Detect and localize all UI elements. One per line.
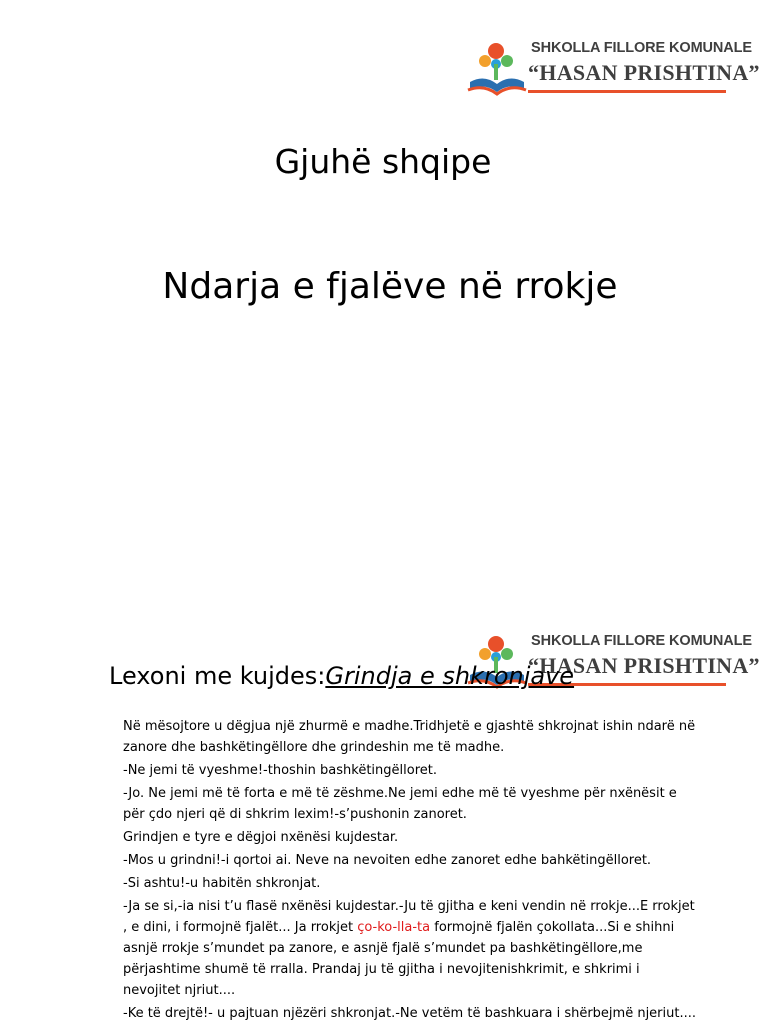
school-logo: [466, 40, 760, 102]
school-name-line2: “HASAN PRISHTINA”: [528, 653, 760, 678]
syllable-text-after: formojnë fjalën çokollata...Si e shihni asnjë rrokje s’mundet pa zanore, e asnjë fjalë s’mundet pa bashkëtingëllore,me përjashtime shumë të rralla. Prandaj ju të gjitha i nevojitenishkrimit, e shkrimi i nevojitet njriut....: [123, 920, 675, 998]
story-paragraph-6: -Si ashtu!-u habitën shkronjat.: [123, 876, 321, 891]
school-book-tree-icon: [466, 40, 530, 102]
syllable-example: ço-ko-lla-ta: [357, 920, 431, 935]
subject-title: Gjuhë shqipe: [274, 142, 492, 181]
school-name-line1: SHKOLLA FILLORE KOMUNALE: [531, 40, 752, 56]
logo-underline: [528, 90, 726, 93]
story-title: Grindja e shkronjave: [325, 662, 575, 690]
syllable-text-before: -Ja se si,-ia nisi t’u flasë nxënësi kujdestar.-Ju të gjitha e keni vendin në rrokje...E rrokjet , e dini, i formojnë fjalët... Ja rrokjet: [123, 899, 695, 935]
story-paragraph-3: -Jo. Ne jemi më të forta e më të zëshme.Ne jemi edhe më të vyeshme për nxënësit e për çdo njeri që di shkrim lexim!-s’pushonin zanoret.: [123, 786, 677, 822]
story-paragraph-syllables: [103, 896, 697, 1001]
school-name-line1: SHKOLLA FILLORE KOMUNALE: [531, 633, 752, 649]
reading-heading: [109, 662, 574, 690]
story-text: [103, 716, 697, 1026]
story-paragraph-closing: -Ke të drejtë!- u pajtuan njëzëri shkronjat.-Ne vetëm të bashkuara i shërbejmë njeriut....: [123, 1006, 697, 1021]
story-paragraph-2: -Ne jemi të vyeshme!-thoshin bashkëtingëlloret.: [123, 763, 437, 778]
story-paragraph-1: Në mësojtore u dëgjua një zhurmë e madhe.Tridhjetë e gjashtë shkrojnat ishin ndarë në zanore dhe bashkëtingëllore dhe grindeshin me të madhe.: [123, 719, 696, 755]
story-paragraph-5: -Mos u grindni!-i qortoi ai. Neve na nevoiten edhe zanoret edhe bahkëtingëlloret.: [123, 853, 652, 868]
story-paragraph-4: Grindjen e tyre e dëgjoi nxënësi kujdestar.: [123, 830, 399, 845]
lesson-title: Ndarja e fjalëve në rrokje: [162, 266, 618, 307]
reading-instruction: Lexoni me kujdes:: [109, 662, 326, 690]
school-name-line2: “HASAN PRISHTINA”: [528, 60, 760, 85]
